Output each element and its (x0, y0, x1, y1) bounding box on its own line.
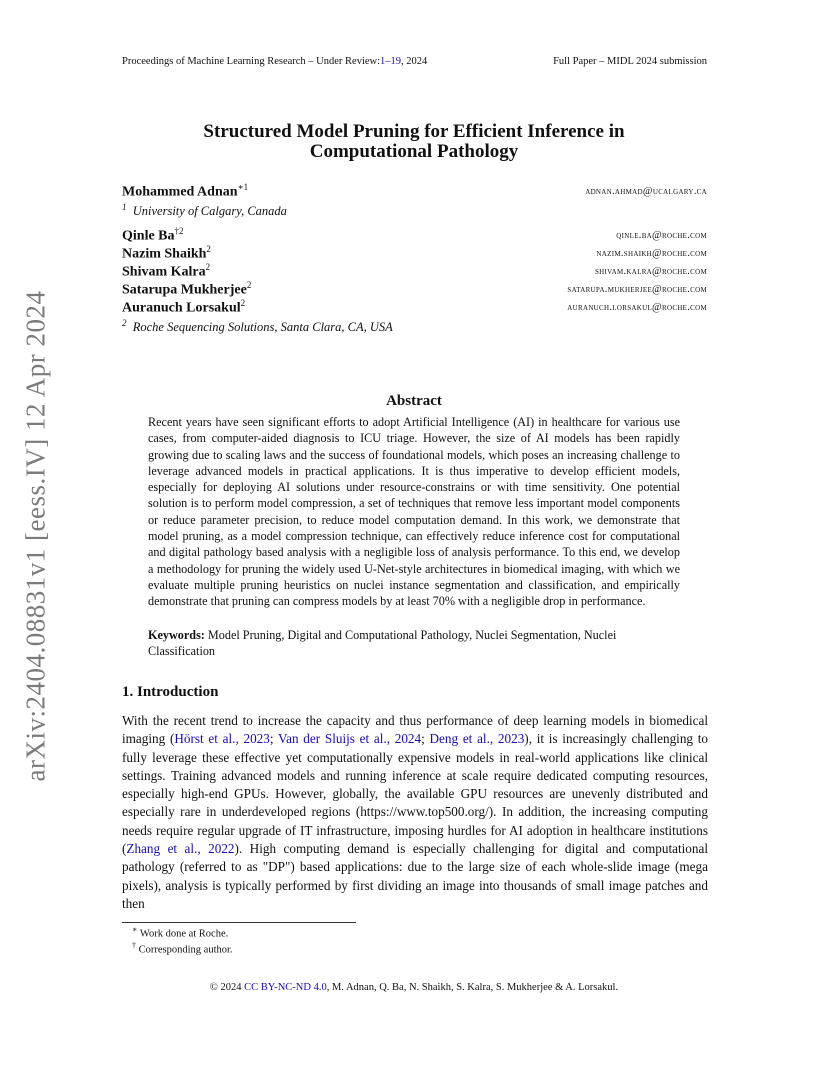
author-email[interactable]: nazim.shaikh@roche.com (596, 248, 707, 259)
copyright-footer: © 2024 CC BY-NC-ND 4.0, M. Adnan, Q. Ba, N. Shaikh, S. Kalra, S. Mukherjee & A. Lorsakul. (209, 982, 619, 993)
abstract-text: Recent years have seen significant efforts to adopt Artificial Intelligence (AI) in healthcare for various use cases, from computer-aided diagnosis to ICU triage. However, the size of AI models has been rapidly growing due to scaling laws and the success of foundational models, which poses an increasing challenge to leverage advanced models in practical applications. It is thus imperative to develop efficient models, especially for deploying AI solutions under resource-constrains or with time sensitivity. One potential solution is to perform model compression, a set of techniques that remove less important model components or reduce parameter precision, to reduce model computation demand. In this work, we demonstrate that model pruning, as a model compression technique, can effectively reduce inference cost for computational and digital pathology based analysis with a negligible loss of analysis performance. To this end, we develop a methodology for pruning the widely used U-Net-style architectures in biomedical imaging, with which we evaluate multiple pruning heuristics on nuclei instance segmentation and classification, and empirically demonstrate that pruning can compress models by at least 70% with a negligible drop in performance. (148, 415, 680, 609)
license-link[interactable]: CC BY-NC-ND 4.0 (244, 982, 327, 993)
citation-link[interactable]: Zhang et al., 2022 (126, 841, 235, 857)
footnote: † Corresponding author. (132, 941, 233, 956)
abstract-heading: Abstract (386, 393, 442, 409)
affiliation: $^2$ Roche Sequencing Solutions, Santa Clara, CA, USA (122, 318, 393, 335)
title-line-1: Structured Model Pruning for Efficient Inference in (203, 121, 625, 142)
author-email[interactable]: satarupa.mukherjee@roche.com (567, 284, 707, 295)
title-line-2: Computational Pathology (309, 141, 519, 162)
author-email[interactable]: qinle.ba@roche.com (616, 230, 707, 241)
page-range-link[interactable]: 1–19 (380, 56, 402, 67)
citation-link[interactable]: Deng et al., 2023 (429, 731, 525, 747)
paper-title (0, 122, 828, 162)
author-name: Mohammed Adnan$^{∗1}$ (122, 182, 249, 200)
author-name: Qinle Ba$^{\dagger 2}$ (122, 226, 184, 244)
affiliation: $^1$ University of Calgary, Canada (122, 202, 287, 219)
author-email[interactable]: shivam.kalra@roche.com (594, 266, 707, 277)
keywords-label: Keywords: (148, 628, 205, 642)
author-name: Shivam Kalra$^2$ (122, 262, 211, 280)
section-heading: 1. Introduction (122, 684, 219, 700)
author-email[interactable]: auranuch.lorsakul@roche.com (567, 302, 707, 313)
keywords-list: Model Pruning, Digital and Computational Pathology, Nuclei Segmentation, Nuclei Classification (148, 628, 617, 659)
footnote-rule (122, 922, 356, 923)
intro-paragraph: With the recent trend to increase the capacity and thus performance of deep learning models in biomedical imaging (Hörst et al., 2023; Van der Sluijs et al., 2024; Deng et al., 2023), it is increasingly challenging to fully leverage these effective yet computationally expensive models in real-world applications like clinical settings. Training advanced models and running inference at scale require dedicated computing resources, especially high-end GPUs. However, globally, the available GPU resources are unevenly distributed and especially rare in underdeveloped regions (https://www.top500.org/). In addition, the increasing computing needs require regular upgrade of IT infrastructure, imposing hurdles for AI adoption in healthcare institutions (Zhang et al., 2022). High computing demand is especially challenging for digital and computational pathology (referred to as "DP") based applications: due to the large size of each whole-slide image (mega pixels), analysis is typically performed by first dividing an image into thousands of small image patches and then (122, 713, 709, 911)
running-header-right: Full Paper – MIDL 2024 submission (553, 56, 707, 67)
citation-link[interactable]: Van der Sluijs et al., 2024 (278, 731, 422, 747)
author-mark: ∗1 (237, 182, 249, 192)
footnote: ∗ Work done at Roche. (132, 925, 229, 940)
arxiv-identifier: arXiv:2404.08831v1 [eess.IV] 12 Apr 2024 (20, 290, 51, 782)
running-header-left (122, 56, 427, 67)
author-email[interactable]: adnan.ahmad@ucalgary.ca (585, 186, 707, 197)
venue-year: , 2024 (401, 56, 428, 67)
venue-text: Proceedings of Machine Learning Research – Under Review: (122, 56, 381, 67)
citation-link[interactable]: Hörst et al., 2023 (174, 731, 270, 747)
author-name: Auranuch Lorsakul$^2$ (122, 298, 246, 316)
author-name: Nazim Shaikh$^2$ (122, 244, 211, 262)
keywords (148, 627, 680, 660)
author-name: Satarupa Mukherjee$^2$ (122, 280, 252, 298)
